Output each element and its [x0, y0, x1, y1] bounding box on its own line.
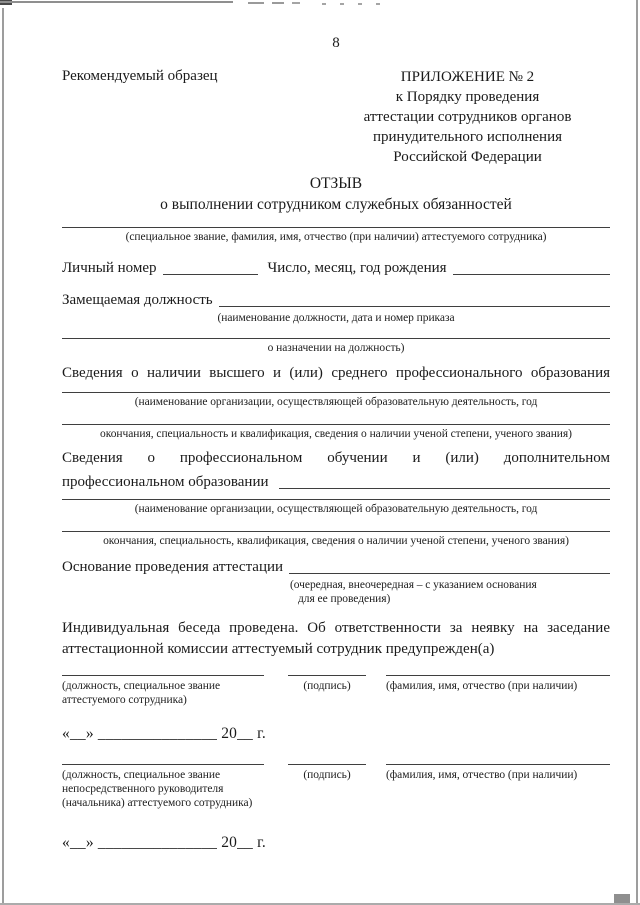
personal-number-blank-line	[163, 274, 258, 275]
position-blank-line	[219, 306, 610, 307]
signature-right-caption: (фамилия, имя, отчество (при наличии)	[386, 680, 578, 692]
position-caption-2: о назначении на должность)	[267, 342, 405, 354]
education-blank-line-1	[62, 392, 610, 393]
signature-middle-caption: (подпись)	[303, 769, 351, 781]
document-subtitle: о выполнении сотрудником служебных обязанностей	[160, 196, 512, 213]
training-blank-line-1	[62, 499, 610, 500]
signature-right-column	[386, 764, 610, 782]
signature-middle-caption: (подпись)	[303, 680, 351, 692]
position-label: Замещаемая должность	[62, 292, 213, 308]
education-caption-1: (наименование организации, осуществляющей образовательную деятельность, год	[134, 396, 538, 408]
date-line-2: «__» _______________ 20__ г.	[62, 834, 266, 851]
signature-left-caption: (должность, специальное звание непосредственного руководителя (начальника) аттестуемого сотрудника)	[62, 769, 253, 809]
document-header	[62, 67, 610, 167]
education-caption-2: окончания, специальность и квалификация, сведения о наличии ученой степени, ученого звания)	[100, 428, 572, 440]
date-line-1: «__» _______________ 20__ г.	[62, 725, 266, 742]
signature-line	[62, 675, 264, 676]
training-caption-2: окончания, специальность, квалификация, сведения о наличии ученой степени, ученого звания)	[103, 535, 569, 547]
signature-right-caption: (фамилия, имя, отчество (при наличии)	[386, 769, 578, 781]
basis-caption-2: для ее проведения)	[298, 593, 391, 605]
scan-artifact-right-line	[636, 0, 638, 905]
signature-left-caption: (должность, специальное звание аттестуемого сотрудника)	[62, 680, 221, 706]
signature-block-1	[62, 675, 610, 707]
appendix-line: Российской Федерации	[393, 149, 542, 165]
fio-blank-line	[62, 227, 610, 228]
training-heading-line2: профессиональном образовании	[62, 474, 269, 490]
appendix-line: ПРИЛОЖЕНИЕ № 2	[400, 69, 535, 85]
recommended-sample-label: Рекомендуемый образец	[62, 68, 218, 84]
basis-label: Основание проведения аттестации	[62, 559, 284, 575]
birth-date-label: Число, месяц, год рождения	[267, 260, 447, 276]
signature-line	[288, 764, 366, 765]
appendix-line: аттестации сотрудников органов	[363, 109, 572, 125]
signature-line	[386, 764, 610, 765]
document-content	[62, 0, 610, 852]
basis-caption-1: (очередная, внеочередная – с указанием основания	[290, 579, 537, 591]
document-title: ОТЗЫВ	[309, 175, 363, 192]
appendix-block	[325, 67, 610, 167]
signature-block-2	[62, 764, 610, 810]
interview-paragraph: Индивидуальная беседа проведена. Об ответственности за неявку на заседание аттестационной комиссии аттестуемый сотрудник предупрежден(а)	[62, 620, 610, 657]
signature-line	[62, 764, 264, 765]
signature-line	[288, 675, 366, 676]
training-heading-line1: Сведения о профессиональном обучении и (или) дополнительном	[62, 450, 610, 466]
personal-number-label: Личный номер	[62, 260, 157, 276]
basis-blank-line	[289, 573, 610, 574]
scan-artifact-left-line	[2, 8, 4, 905]
scan-artifact-bottom-mark	[614, 894, 630, 903]
position-caption-1: (наименование должности, дата и номер приказа	[217, 312, 455, 324]
personal-number-row	[62, 256, 610, 278]
training-blank-line	[279, 488, 611, 489]
training-heading-row	[62, 470, 610, 492]
basis-row	[62, 555, 610, 577]
birth-date-blank-line	[453, 274, 610, 275]
position-row	[62, 288, 610, 310]
signature-left-column	[62, 764, 264, 810]
training-blank-line-2	[62, 531, 610, 532]
signature-line	[386, 675, 610, 676]
page-number: 8	[332, 35, 340, 51]
education-blank-line-2	[62, 424, 610, 425]
position-blank-line-2	[62, 338, 610, 339]
signature-left-column	[62, 675, 264, 707]
appendix-line: принудительного исполнения	[372, 129, 563, 145]
training-caption-1: (наименование организации, осуществляющей образовательную деятельность, год	[134, 503, 538, 515]
signature-right-column	[386, 675, 610, 693]
education-heading: Сведения о наличии высшего и (или) среднего профессионального образования	[62, 365, 610, 381]
appendix-line: к Порядку проведения	[395, 89, 540, 105]
fio-caption: (специальное звание, фамилия, имя, отчество (при наличии) аттестуемого сотрудника)	[125, 231, 547, 243]
signature-middle-column	[288, 675, 366, 693]
signature-middle-column	[288, 764, 366, 782]
